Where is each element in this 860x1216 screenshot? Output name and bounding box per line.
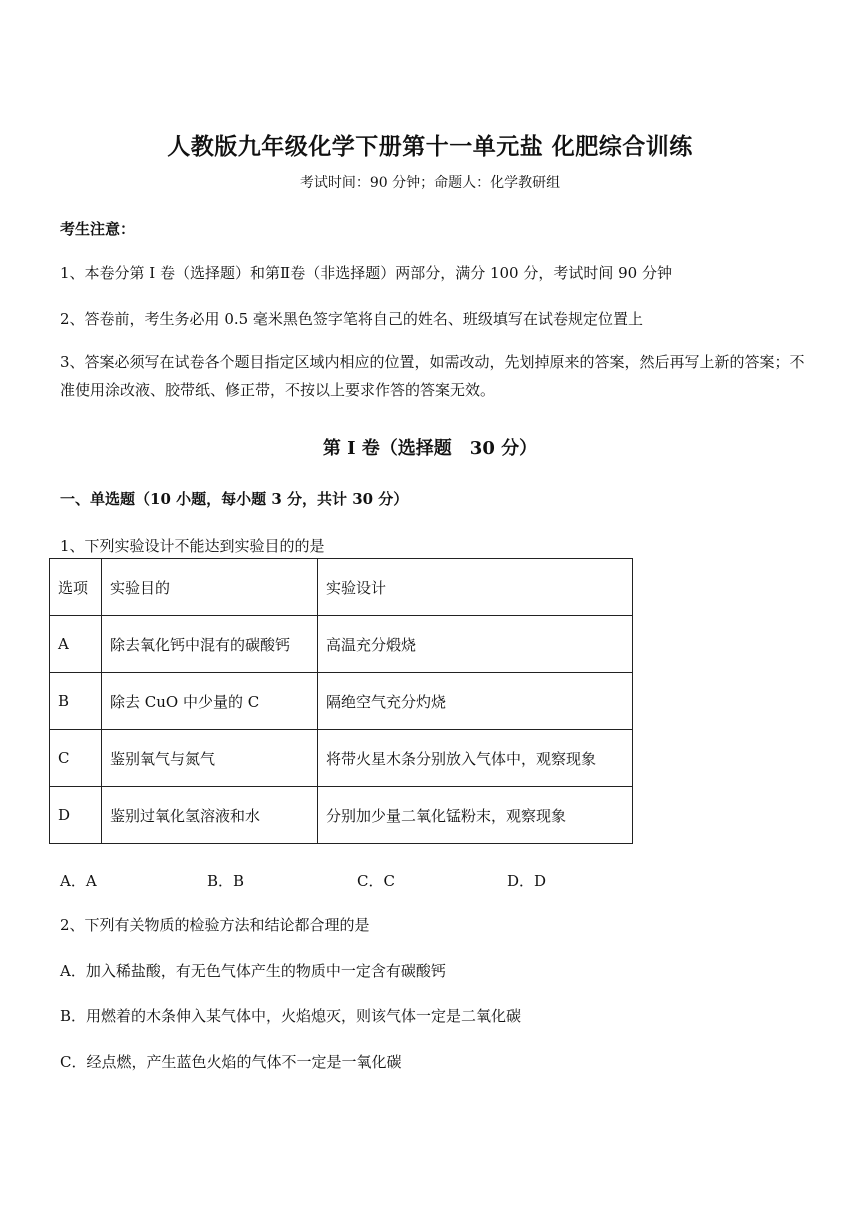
notice-item-3: 3、答案必须写在试卷各个题目指定区域内相应的位置，如需改动，先划掉原来的答案，然后再写上新的答案；不准使用涂改液、胶带纸、修正带，不按以上要求作答的答案无效。	[60, 353, 805, 399]
section-title: 第 I 卷（选择题 30 分）	[322, 438, 538, 459]
notice-item-1: 1、本卷分第 I 卷（选择题）和第Ⅱ卷（非选择题）两部分，满分 100 分，考试时间 90 分钟	[60, 264, 672, 282]
question-1-stem: 1、下列实验设计不能达到实验目的的是	[60, 537, 325, 555]
table-row	[50, 730, 633, 787]
table-row	[50, 787, 633, 844]
table-header-cell: 实验设计	[318, 559, 633, 616]
table-cell: 除去 CuO 中少量的 C	[102, 673, 318, 730]
table-header-cell: 实验目的	[102, 559, 318, 616]
table-row	[50, 673, 633, 730]
exam-info: 考试时间：90 分钟；命题人：化学教研组	[299, 175, 561, 191]
part-title: 一、单选题（10 小题，每小题 3 分，共计 30 分）	[60, 490, 409, 508]
table-row	[50, 616, 633, 673]
question-2-option-a: A．加入稀盐酸，有无色气体产生的物质中一定含有碳酸钙	[60, 962, 446, 980]
question-2-option-b: B．用燃着的木条伸入某气体中，火焰熄灭，则该气体一定是二氧化碳	[60, 1007, 522, 1025]
option-c: C．C	[357, 872, 395, 890]
table-cell: D	[50, 787, 102, 844]
table-header-cell: 选项	[50, 559, 102, 616]
table-cell: 将带火星木条分别放入气体中，观察现象	[318, 730, 633, 787]
table-cell: C	[50, 730, 102, 787]
option-d: D．D	[507, 872, 547, 890]
notice-heading: 考生注意：	[60, 220, 136, 238]
notice-item-2: 2、答卷前，考生务必用 0.5 毫米黑色签字笔将自己的姓名、班级填写在试卷规定位置上	[60, 310, 643, 328]
option-b: B．B	[207, 872, 245, 890]
question-2-stem: 2、下列有关物质的检验方法和结论都合理的是	[60, 916, 370, 934]
table-cell: B	[50, 673, 102, 730]
table-cell: 高温充分煅烧	[318, 616, 633, 673]
option-a: A．A	[60, 872, 97, 890]
table-cell: 鉴别过氧化氢溶液和水	[102, 787, 318, 844]
table-cell: 分别加少量二氧化锰粉末，观察现象	[318, 787, 633, 844]
table-cell: 除去氧化钙中混有的碳酸钙	[102, 616, 318, 673]
table-cell: A	[50, 616, 102, 673]
page-title: 人教版九年级化学下册第十一单元盐 化肥综合训练	[167, 133, 693, 160]
question-2-option-c: C．经点燃，产生蓝色火焰的气体不一定是一氧化碳	[60, 1053, 402, 1071]
table-header-row	[50, 559, 633, 616]
table-cell: 隔绝空气充分灼烧	[318, 673, 633, 730]
table-cell: 鉴别氧气与氮气	[102, 730, 318, 787]
question-1-table	[49, 558, 633, 844]
